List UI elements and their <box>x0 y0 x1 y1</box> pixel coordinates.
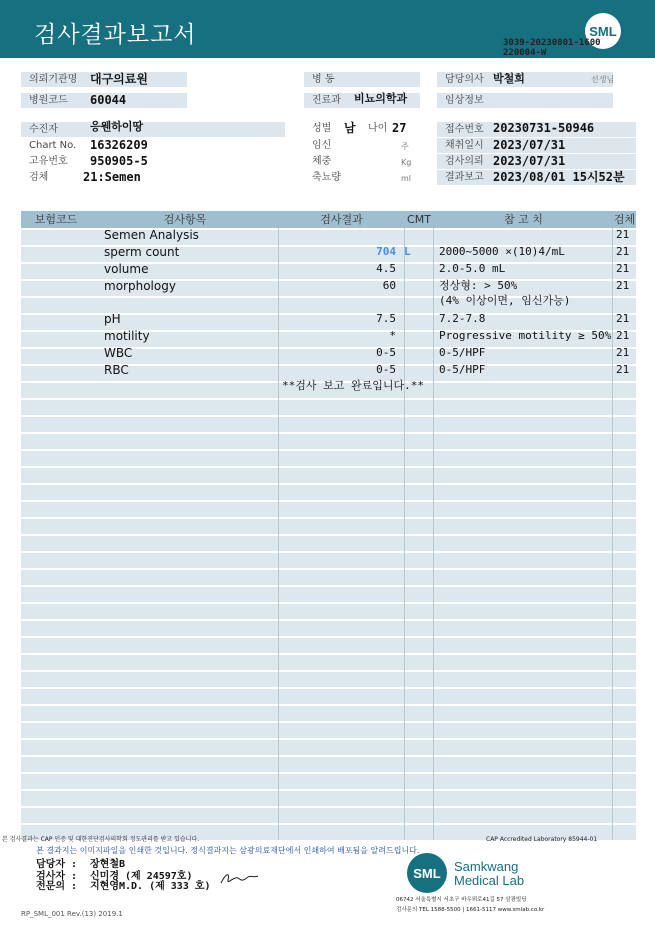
id-label: 고유번호 <box>29 156 68 167</box>
col-divider <box>433 228 434 840</box>
row-ref: 0-5/HPF <box>439 346 486 359</box>
collect-value: 2023/07/31 <box>493 138 566 152</box>
row-result: 60 <box>382 279 396 292</box>
doctor-suffix: 선생님 <box>591 75 615 84</box>
staff-value: 장현철B <box>90 859 126 870</box>
col-divider <box>612 228 613 840</box>
doctor-label: 담당의사 <box>437 72 613 87</box>
table-row-stripe <box>21 468 636 483</box>
hospital-code-label: 병원코드 <box>21 93 187 108</box>
table-row-stripe <box>21 672 636 687</box>
row-result: 704 <box>376 245 396 258</box>
col-insurance-code: 보험코드 <box>34 213 78 226</box>
staff-value: 지현영M.D. (제 333 호) <box>90 881 211 892</box>
table-row-stripe <box>21 502 636 517</box>
table-row-stripe <box>21 400 636 415</box>
request-value: 2023/07/31 <box>493 154 566 168</box>
urine-unit: ml <box>401 174 412 183</box>
col-divider <box>278 228 279 840</box>
col-specimen: 검체 <box>613 213 636 226</box>
ward-label: 병 동 <box>304 72 420 87</box>
row-spec: 21 <box>616 346 630 359</box>
row-spec: 21 <box>616 279 630 292</box>
table-row-stripe <box>21 638 636 653</box>
row-spec: 21 <box>616 262 630 275</box>
table-row-stripe <box>21 689 636 704</box>
sex-label: 성별 <box>312 123 332 134</box>
dept-value: 비뇨의학과 <box>354 92 408 105</box>
row-cmt-flag: L <box>404 245 411 258</box>
row-item: RBC <box>104 363 129 377</box>
age-value: 27 <box>392 121 407 135</box>
row-spec: 21 <box>616 245 630 258</box>
accreditation-note: 본 검사결과는 CAP 인증 및 대한진단검사의학회 정도관리를 받고 있습니다. <box>2 836 200 843</box>
col-divider <box>404 228 405 840</box>
table-row-stripe <box>21 757 636 772</box>
report-label: 결과보고 <box>437 170 636 185</box>
row-item: volume <box>104 262 149 276</box>
row-ref: Progressive motility ≥ 50% <box>439 329 612 342</box>
specimen-value: 21:Semen <box>83 170 141 184</box>
row-ref: 정상형: > 50% <box>439 279 518 292</box>
table-row-stripe <box>21 417 636 432</box>
table-row-stripe <box>21 587 636 602</box>
weight-unit: Kg <box>401 158 412 167</box>
table-row-stripe <box>21 451 636 466</box>
lab-contact: 검사문의 TEL 1588-5500 | 1661-5117 www.smlab.co.kr <box>396 907 545 913</box>
col-reference: 참 고 치 <box>504 213 543 226</box>
request-label: 검사의뢰 <box>437 154 636 169</box>
row-ref-note: (4% 이상이면, 임신가능) <box>439 294 571 307</box>
table-row-stripe <box>21 655 636 670</box>
pregnancy-label: 임신 <box>312 140 332 151</box>
staff-label: 전문의 : <box>36 881 78 892</box>
table-row-stripe <box>21 791 636 806</box>
table-row-stripe <box>21 536 636 551</box>
row-spec: 21 <box>616 363 630 376</box>
staff-value: 신미경 (제 24597호) <box>90 871 193 882</box>
urine-label: 축뇨량 <box>312 172 341 183</box>
report-complete-note: **검사 보고 완료입니다.** <box>282 379 424 392</box>
brand-name: Samkwang Medical Lab <box>454 859 525 888</box>
age-label: 나이 <box>368 123 388 134</box>
table-row-stripe <box>21 570 636 585</box>
sex-value: 남 <box>344 121 356 135</box>
row-result: 0-5 <box>376 363 396 376</box>
patient-label: 수진자 <box>21 122 285 137</box>
row-result: 7.5 <box>376 312 396 325</box>
table-row-stripe <box>21 553 636 568</box>
row-item: morphology <box>104 279 176 293</box>
report-value: 2023/08/01 15시52분 <box>493 170 625 184</box>
row-item: sperm count <box>104 245 180 259</box>
row-spec: 21 <box>616 329 630 342</box>
row-item: WBC <box>104 346 133 360</box>
staff-label: 검사자 : <box>36 871 78 882</box>
report-title: 검사결과보고서 <box>34 22 197 48</box>
table-row-stripe <box>21 604 636 619</box>
row-item: pH <box>104 312 121 326</box>
table-row-stripe <box>21 434 636 449</box>
institution-value: 대구의료원 <box>90 72 148 86</box>
row-ref: 2000~5000 ×(10)4/mL <box>439 245 565 258</box>
table-row-stripe <box>21 740 636 755</box>
row-ref: 0-5/HPF <box>439 363 486 376</box>
samkwang-logo-text: SML <box>413 866 441 881</box>
patient-value: 응웬하이땅 <box>90 120 144 133</box>
table-row-stripe <box>21 808 636 823</box>
staff-label: 담당자 : <box>36 859 78 870</box>
col-cmt: CMT <box>407 213 431 226</box>
chart-value: 16326209 <box>90 138 148 152</box>
table-row-stripe <box>21 621 636 636</box>
row-spec: 21 <box>616 312 630 325</box>
pregnancy-unit: 주 <box>401 142 409 151</box>
lab-address: 06742 서울특별시 서초구 바우뫼로41길 57 삼광빌딩 <box>396 897 527 903</box>
cap-number: CAP Accredited Laboratory 85944-01 <box>486 836 598 843</box>
clinical-label: 임상정보 <box>437 93 613 108</box>
row-spec: 21 <box>616 228 630 241</box>
institution-label: 의뢰기관명 <box>21 72 187 87</box>
specimen-label: 검체 <box>29 172 49 183</box>
sml-logo-text: SML <box>589 24 617 39</box>
table-row-stripe <box>21 519 636 534</box>
table-row-stripe <box>21 723 636 738</box>
chart-label: Chart No. <box>29 140 77 151</box>
row-result: 4.5 <box>376 262 396 275</box>
row-item: motility <box>104 329 150 343</box>
request-number: 3039-20230801-1600 220004-W <box>503 38 601 58</box>
signature-icon <box>218 868 260 888</box>
hospital-code-value: 60044 <box>90 93 127 107</box>
col-result: 검사결과 <box>320 213 363 226</box>
row-ref: 2.0-5.0 mL <box>439 262 506 275</box>
collect-label: 채취일시 <box>437 138 636 153</box>
row-item: Semen Analysis <box>104 228 199 242</box>
print-notice: 본 결과지는 이미지파일을 인쇄한 것입니다. 정식결과지는 삼광의료재단에서 인쇄하여 배포됨을 알려드립니다. <box>36 846 420 855</box>
col-test-item: 검사항목 <box>163 213 207 226</box>
table-row-stripe <box>21 774 636 789</box>
row-result: 0-5 <box>376 346 396 359</box>
dept-label: 진료과 <box>304 93 420 108</box>
form-code: RP_SML_001 Rev.(13) 2019.1 <box>21 910 123 918</box>
weight-label: 체중 <box>312 156 332 167</box>
id-value: 950905-5 <box>90 154 148 168</box>
table-row-stripe <box>21 706 636 721</box>
row-ref: 7.2-7.8 <box>439 312 486 325</box>
doctor-value: 박철희 <box>493 72 525 85</box>
row-result: * <box>389 329 396 342</box>
table-row-stripe <box>21 485 636 500</box>
receipt-label: 접수번호 <box>437 122 636 137</box>
receipt-value: 20230731-50946 <box>493 121 595 135</box>
